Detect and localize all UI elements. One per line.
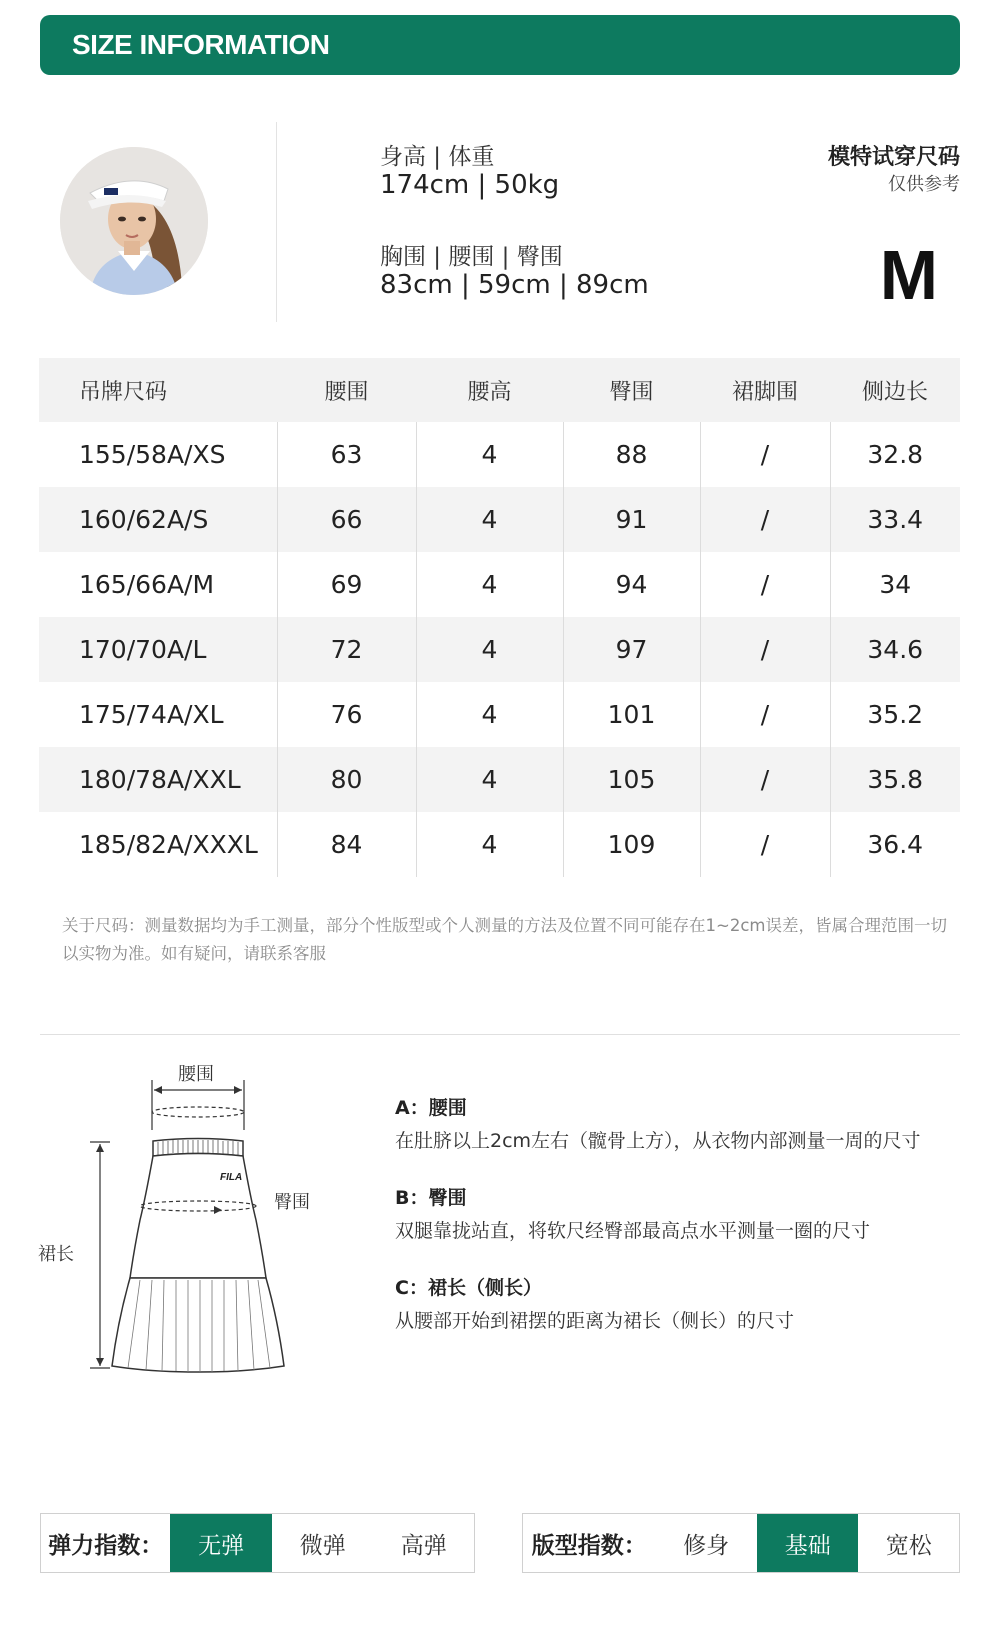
model-avatar	[60, 147, 208, 295]
size-note: 关于尺码：测量数据均为手工测量，部分个性版型或个人测量的方法及位置不同可能存在1~2cm误差，皆属合理范围一切以实物为准。如有疑问，请联系客服	[62, 916, 947, 963]
table-cell: 63	[277, 422, 416, 487]
elasticity-label: 弹力指数：	[48, 1532, 164, 1559]
body-measure-value: 83cm | 59cm | 89cm	[380, 270, 649, 300]
size-table	[39, 358, 960, 877]
table-header-cell: 吊牌尺码	[39, 358, 277, 422]
table-header-cell: 腰高	[416, 358, 563, 422]
table-row	[39, 812, 960, 877]
table-cell: 109	[563, 812, 700, 877]
table-cell: 88	[563, 422, 700, 487]
skirt-illustration	[0, 1060, 340, 1400]
model-fit-size: M	[879, 236, 938, 314]
section-divider	[40, 1034, 960, 1035]
table-row	[39, 552, 960, 617]
table-cell: 36.4	[830, 812, 960, 877]
table-cell: 97	[563, 617, 700, 682]
height-weight-label: 身高 | 体重	[380, 144, 495, 170]
definition-text: 从腰部开始到裙摆的距离为裙长（侧长）的尺寸	[395, 1310, 795, 1332]
definition-title: A：腰围	[395, 1097, 467, 1119]
table-cell: 91	[563, 487, 700, 552]
table-header-cell: 腰围	[277, 358, 416, 422]
definition-title: C：裙长（侧长）	[395, 1277, 542, 1299]
definition-a	[395, 1093, 921, 1153]
table-header-cell: 侧边长	[830, 358, 960, 422]
table-cell: 35.2	[830, 682, 960, 747]
table-cell: 4	[416, 617, 563, 682]
table-cell: 84	[277, 812, 416, 877]
table-cell: 105	[563, 747, 700, 812]
table-header-cell: 裙脚围	[700, 358, 830, 422]
table-cell: 180/78A/XXL	[39, 747, 277, 812]
table-cell: 66	[277, 487, 416, 552]
fit-option-loose: 宽松	[885, 1532, 932, 1559]
table-cell: 4	[416, 747, 563, 812]
model-fit-title: 模特试穿尺码	[827, 145, 960, 170]
fit-option-regular: 基础	[757, 1514, 859, 1572]
elasticity-option-none: 无弹	[170, 1514, 272, 1572]
table-cell: 175/74A/XL	[79, 700, 224, 729]
hip-label: 臀围	[274, 1192, 310, 1213]
header-title: SIZE INFORMATION	[72, 29, 330, 60]
table-cell: 4	[416, 812, 563, 877]
table-row	[39, 747, 960, 812]
model-portrait-image	[60, 147, 208, 295]
table-cell: 160/62A/S	[39, 487, 277, 552]
elasticity-index	[40, 1513, 475, 1573]
table-cell: /	[700, 487, 830, 552]
fila-logo: FILA	[220, 1172, 243, 1183]
table-cell: 76	[277, 682, 416, 747]
table-cell: 35.8	[830, 747, 960, 812]
elasticity-option-slight: 微弹	[299, 1532, 346, 1559]
table-cell: 33.4	[830, 487, 960, 552]
table-cell: 155/58A/XS	[79, 440, 226, 469]
table-cell: 170/70A/L	[39, 617, 277, 682]
table-cell: 94	[563, 552, 700, 617]
table-row	[39, 422, 960, 487]
skirt-diagram	[0, 1060, 340, 1400]
table-cell: 4	[416, 487, 563, 552]
table-cell: 185/82A/XXXL	[79, 830, 258, 859]
definition-b	[395, 1183, 870, 1243]
table-cell: 34.6	[830, 617, 960, 682]
definition-text: 双腿靠拢站直，将软尺经臀部最高点水平测量一圈的尺寸	[395, 1220, 871, 1242]
fit-index-label: 版型指数：	[531, 1532, 647, 1559]
table-cell: /	[700, 812, 830, 877]
table-cell: 4	[416, 682, 563, 747]
table-header-row	[39, 358, 960, 422]
definition-c	[395, 1273, 794, 1333]
table-cell: 101	[563, 682, 700, 747]
table-cell: /	[700, 617, 830, 682]
table-cell: 72	[277, 617, 416, 682]
table-cell: 69	[277, 552, 416, 617]
table-cell: 165/66A/M	[79, 570, 215, 599]
table-cell: 4	[416, 422, 563, 487]
table-row	[39, 617, 960, 682]
fit-index	[522, 1513, 960, 1573]
definition-text: 在肚脐以上2cm左右（髋骨上方），从衣物内部测量一周的尺寸	[395, 1130, 921, 1152]
table-cell: /	[700, 682, 830, 747]
model-fit-subtitle: 仅供参考	[888, 174, 960, 195]
table-row	[39, 682, 960, 747]
body-measure-label: 胸围 | 腰围 | 臀围	[380, 244, 563, 270]
table-cell: 32.8	[830, 422, 960, 487]
header-banner	[40, 15, 960, 75]
elasticity-option-high: 高弹	[400, 1532, 447, 1559]
table-cell: /	[700, 422, 830, 487]
table-cell: 34	[830, 552, 960, 617]
table-header-cell: 臀围	[563, 358, 700, 422]
definition-title: B：臀围	[395, 1187, 467, 1209]
waist-label: 腰围	[178, 1064, 214, 1085]
height-weight-value: 174cm | 50kg	[380, 170, 560, 200]
table-cell: 4	[416, 552, 563, 617]
table-cell: /	[700, 747, 830, 812]
length-label: 裙长	[38, 1244, 74, 1265]
fit-option-slim: 修身	[683, 1532, 730, 1559]
vertical-divider	[276, 122, 277, 322]
table-row	[39, 487, 960, 552]
table-cell: 80	[277, 747, 416, 812]
table-cell: /	[700, 552, 830, 617]
